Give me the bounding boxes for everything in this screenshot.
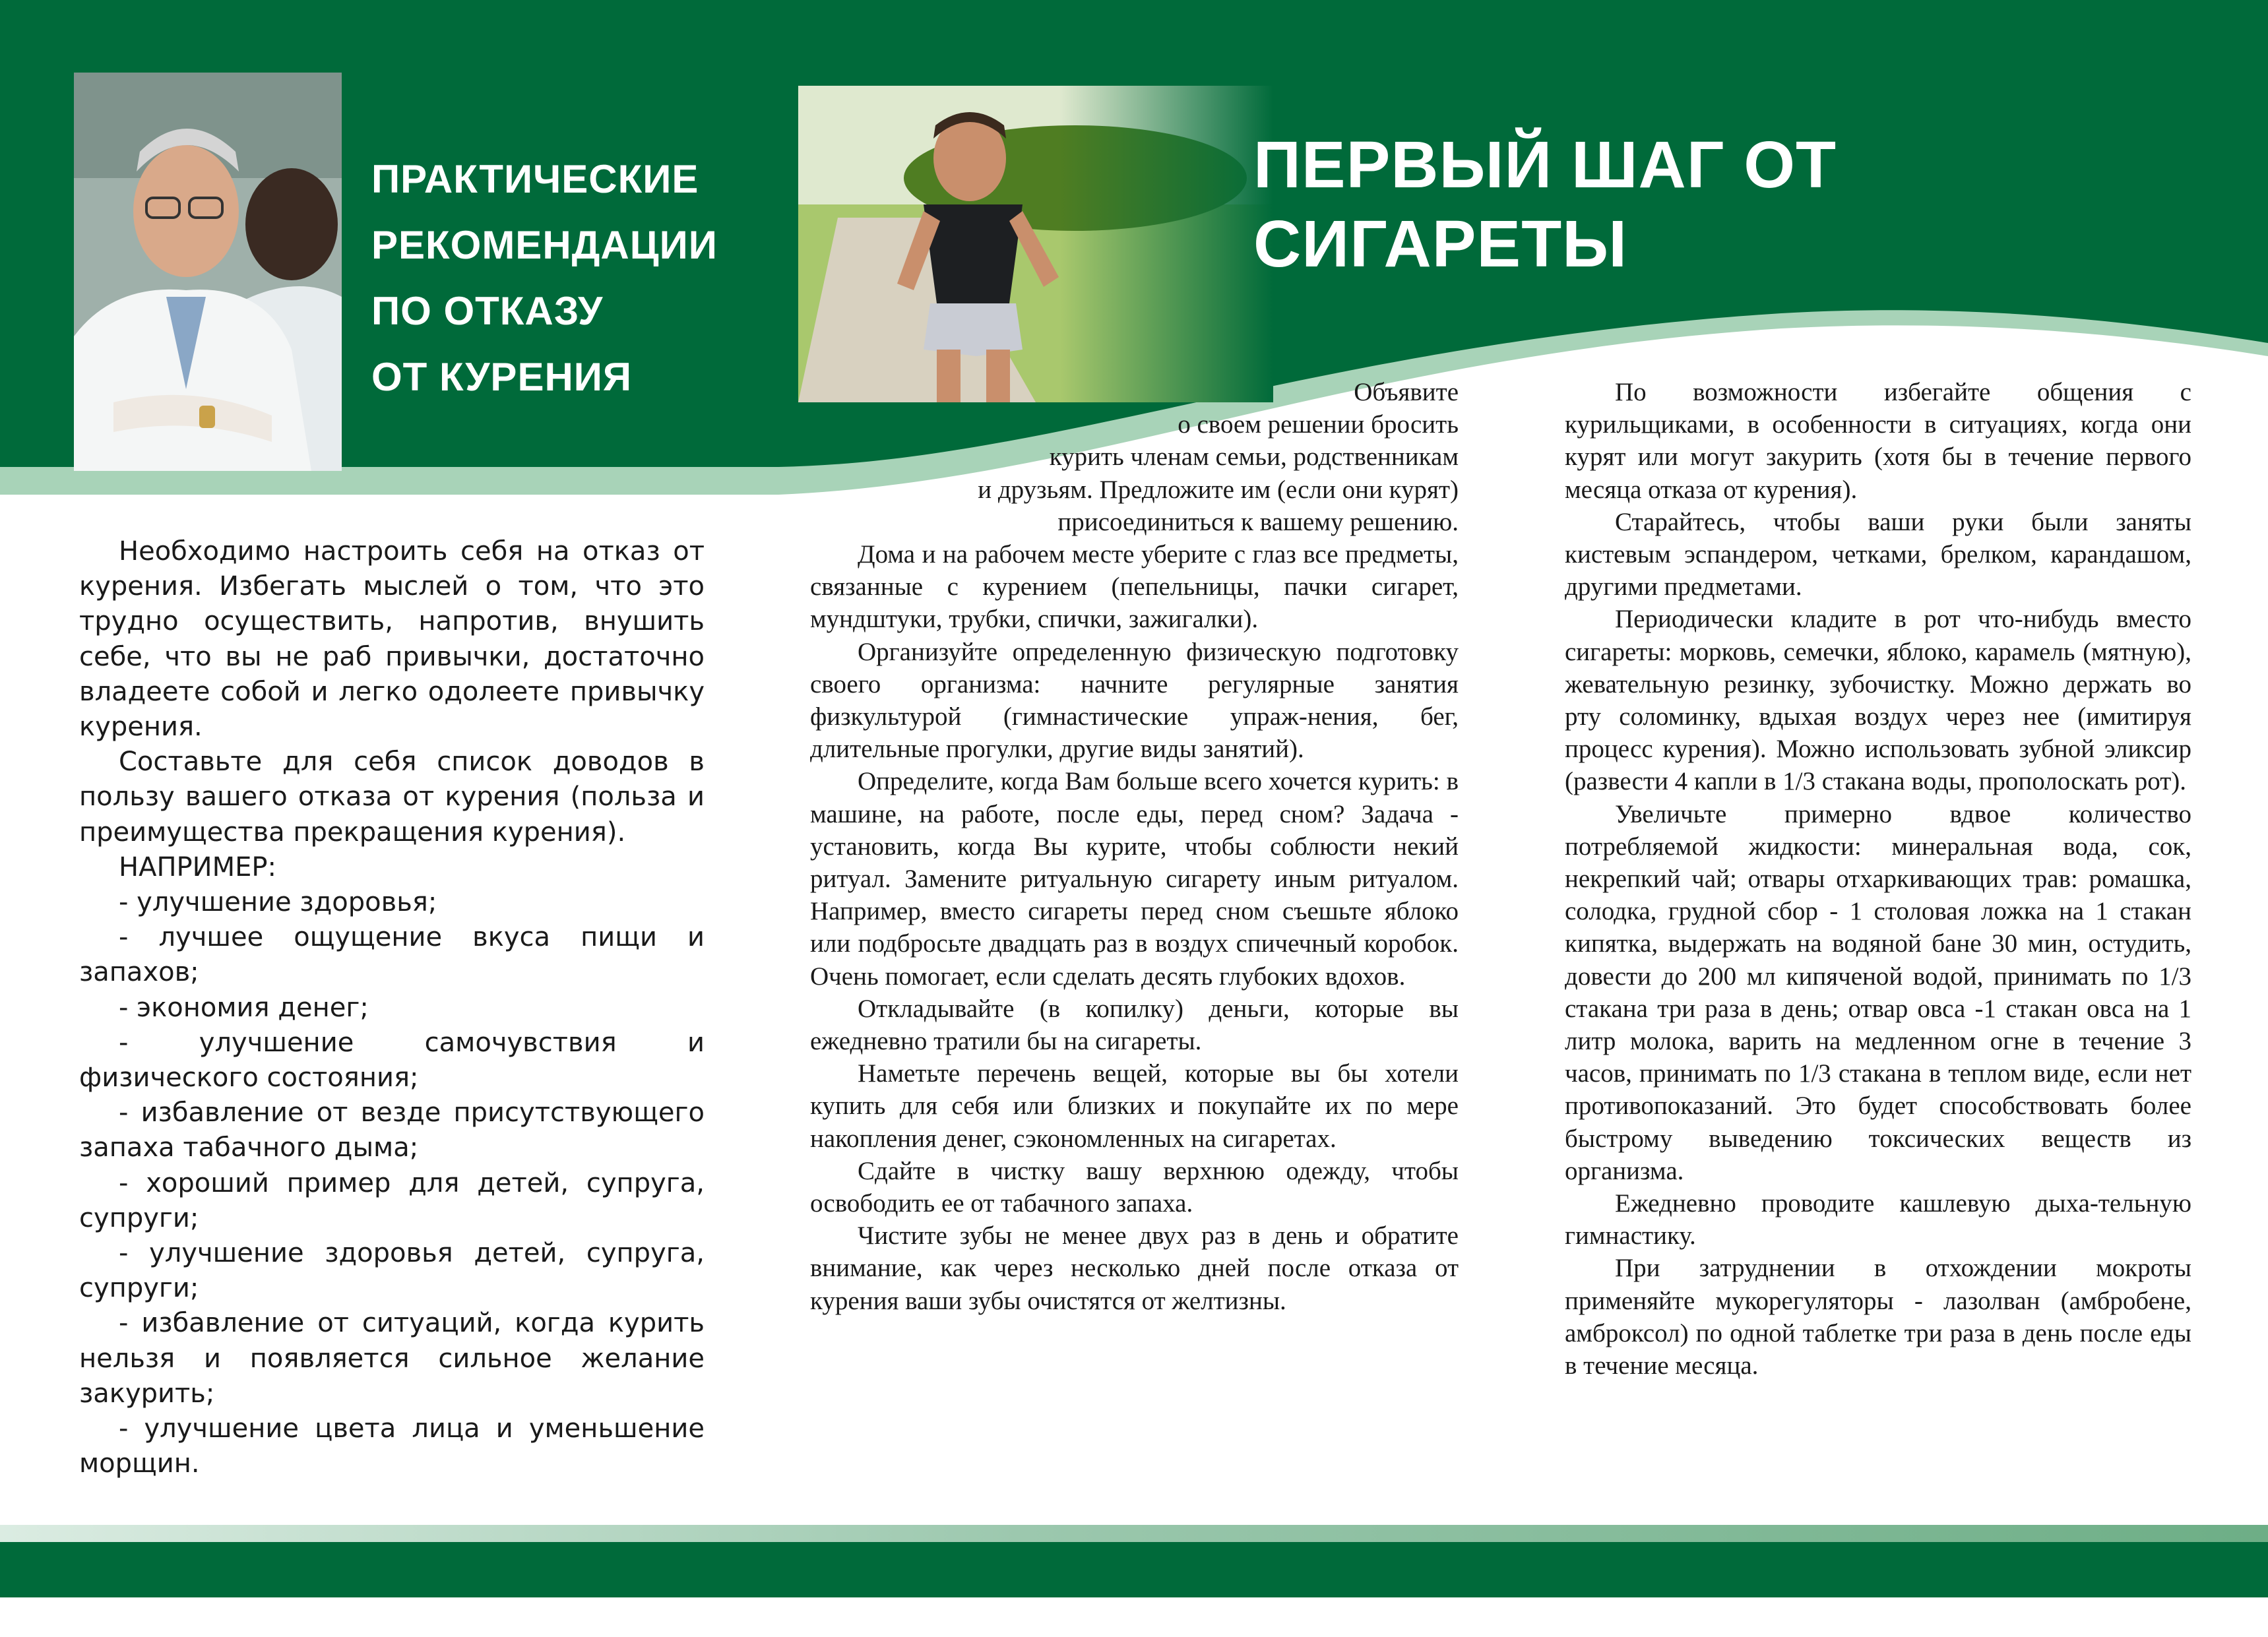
example-label: НАПРИМЕР: (119, 851, 276, 882)
left-column (79, 534, 705, 1481)
paragraph: Организуйте определенную физическую подготовку своего организма: начните регулярные занятия физкультурой (гимнастические упраж-нения, бег, длительные прогулки, другие виды занятий). (810, 637, 1459, 764)
list-item: - лучшее ощущение вкуса пищи и запахов; (79, 922, 705, 988)
paragraph: По возможности избегайте общения с курильщиками, в особенности в ситуациях, когда они курят или могут закурить (хотя бы в течение первого месяца отказа от курения). (1565, 378, 2191, 504)
intro-line: Объявите (1354, 378, 1459, 406)
runner-photo (798, 86, 1273, 402)
paragraph: Старайтесь, чтобы ваши руки были заняты кистевым эспандером, четками, брелком, карандашом, другими предметами. (1565, 507, 2191, 602)
intro-line: курить членам семьи, родственникам (1049, 443, 1459, 472)
paragraph: При затруднении в отхождении мокроты применяйте мукорегуляторы - лазолван (амбробене, амброксол) по одной таблетке три раза в день после еды в течение месяца. (1565, 1254, 2191, 1380)
intro-line: и друзьям. Предложите им (если они курят) (978, 475, 1459, 504)
subtitle-line: ОТ КУРЕНИЯ (371, 355, 633, 399)
middle-column (810, 376, 1459, 1317)
paragraph: Периодически кладите в рот что-нибудь вместо сигареты: морковь, семечки, яблоко, карамель (мятную), жевательную резинку, зубочистку. Можно держать во рту соломинку, вдыхая воздух через нее (имитируя процесс курения). Можно использовать зубной эликсир (развести 4 капли в 1/3 стакана воды, прополоскать рот). (1565, 605, 2191, 796)
paragraph: Необходимо настроить себя на отказ от курения. Избегать мыслей о том, что это трудно осуществить, напротив, внушить себе, что вы не раб привычки, достаточно владеете собой и легко одолеете привычку курения. (79, 536, 705, 743)
intro-line: о своем решении бросить (1178, 410, 1459, 439)
paragraph: Наметьте перечень вещей, которые вы бы хотели купить для себя или близких и покупайте их по мере накопления денег, сэкономленных на сигаретах. (810, 1059, 1459, 1153)
paragraph: Сдайте в чистку вашу верхнюю одежду, чтобы освободить ее от табачного запаха. (810, 1156, 1459, 1218)
list-item: - избавление от везде присутствующего запаха табачного дыма; (79, 1097, 705, 1163)
paragraph: Чистите зубы не менее двух раз в день и обратите внимание, как через несколько дней после отказа от курения ваши зубы очистятся от желтизны. (810, 1221, 1459, 1315)
subtitle-line: ПО ОТКАЗУ (371, 289, 604, 333)
right-column (1565, 376, 2191, 1382)
paragraph: Увеличьте примерно вдвое количество потребляемой жидкости: минеральная вода, сок, некрепкий чай; отвары отхаркивающих трав: ромашка, солодка, грудной сбор - 1 столовая ложка на 1 стакан кипятка, выдержать на водяной бане 30 мин, остудить, довести до 200 мл кипяченой водой, принимать по 1/3 стакана три раза в день; отвар овса -1 стакан овса на 1 литр молока, варить на медленном огне в течение 3 часов, принимать по 1/3 стакана в теплом виде, если нет противопоказаний. Это будет способствовать более быстрому выведению токсических веществ из организма. (1565, 799, 2191, 1185)
list-item: - улучшение цвета лица и уменьшение морщин. (79, 1413, 705, 1479)
list-item: - улучшение самочувствия и физического состояния; (79, 1027, 705, 1094)
paragraph: Ежедневно проводите кашлевую дыха-тельную гимнастику. (1565, 1189, 2191, 1251)
paragraph: Откладывайте (в копилку) деньги, которые вы ежедневно тратили бы на сигареты. (810, 994, 1459, 1056)
subtitle-line: ПРАКТИЧЕСКИЕ (371, 157, 699, 201)
subtitle-line: РЕКОМЕНДАЦИИ (371, 223, 718, 267)
paragraph: Составьте для себя список доводов в пользу вашего отказа от курения (польза и преимущества прекращения курения). (79, 747, 705, 848)
footer-stripe (0, 1525, 2268, 1542)
doctor-photo (74, 73, 342, 471)
list-item: - избавление от ситуаций, когда курить нельзя и появляется сильное желание закурить; (79, 1308, 705, 1409)
footer-bar (0, 1542, 2268, 1597)
list-item: - экономия денег; (119, 992, 369, 1023)
brochure-subtitle (371, 146, 741, 410)
list-item: - улучшение здоровья детей, супруга, супруги; (79, 1238, 705, 1304)
paragraph: Дома и на рабочем месте уберите с глаз все предметы, связанные с курением (пепельницы, пачки сигарет, мундштуки, трубки, спички, зажигалки). (810, 540, 1459, 634)
list-item: - улучшение здоровья; (119, 887, 437, 918)
intro-line: присоединиться к вашему решению. (1057, 507, 1459, 536)
paragraph: Определите, когда Вам больше всего хочется курить: в машине, на работе, после еды, перед сном? Задача - установить, когда Вы курите, чтобы соблюсти некий ритуал. Замените ритуальную сигарету иным ритуалом. Например, вместо сигареты перед сном съешьте яблоко или подбросьте двадцать раз в воздух спичечный коробок. Очень помогает, если сделать десять глубоких вдохов. (810, 767, 1459, 991)
page-title: ПЕРВЫЙ ШАГ ОТ СИГАРЕТЫ (1253, 128, 1837, 281)
list-item: - хороший пример для детей, супруга, супруги; (79, 1167, 705, 1233)
